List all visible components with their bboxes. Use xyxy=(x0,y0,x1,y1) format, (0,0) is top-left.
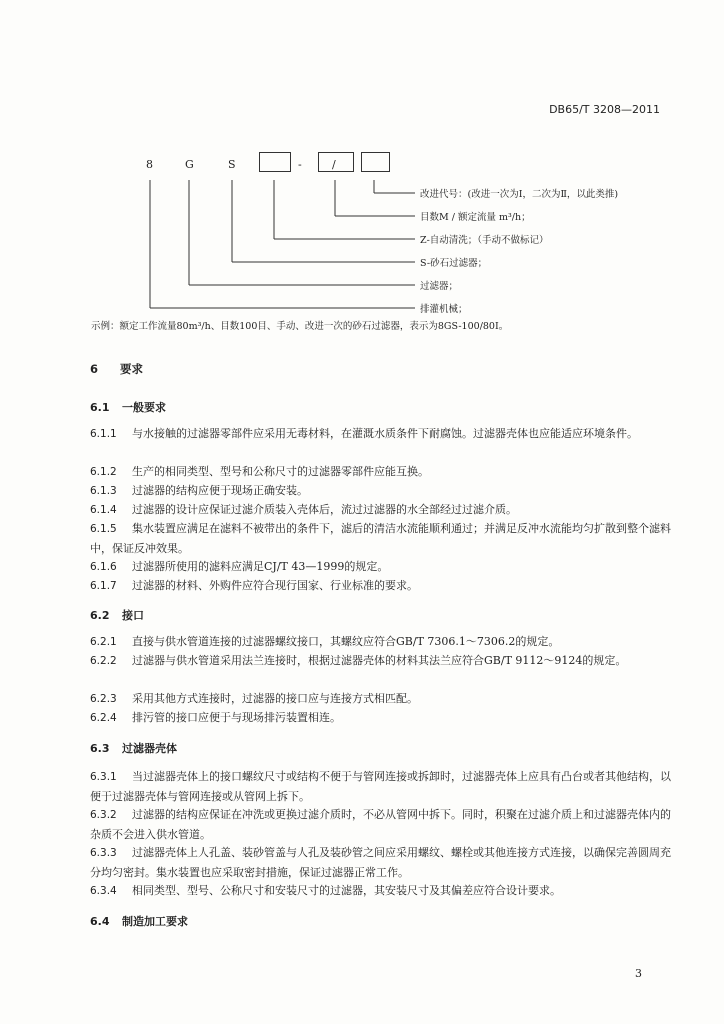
dash-separator: - xyxy=(298,158,302,171)
clause-number: 6.3.1 xyxy=(90,771,117,783)
clause-6-2-3 xyxy=(90,689,680,709)
section-title: 过滤器壳体 xyxy=(122,742,177,755)
code-g: G xyxy=(185,158,194,171)
section-6-3-heading xyxy=(90,740,177,756)
section-title: 要求 xyxy=(120,362,143,376)
section-6-2-heading xyxy=(90,607,144,623)
document-number: DB65/T 3208—2011 xyxy=(549,103,660,116)
clause-6-1-5 xyxy=(90,519,680,558)
clause-text: 过滤器所使用的滤料应满足CJ/T 43—1999的规定。 xyxy=(132,560,389,573)
code-8: 8 xyxy=(146,158,153,171)
section-number: 6.4 xyxy=(90,915,110,928)
clause-6-1-7 xyxy=(90,576,680,596)
clause-text: 集水装置应满足在滤料不被带出的条件下，滤后的清洁水流能顺利通过；并满足反冲水流能均匀扩散到整个滤料中，保证反冲效果。 xyxy=(90,522,671,555)
clause-number: 6.1.4 xyxy=(90,504,117,516)
clause-6-1-6 xyxy=(90,557,680,577)
clause-text: 过滤器的结构应保证在冲洗或更换过滤介质时，不必从管网中拆下。同时，积聚在过滤介质上和过滤器壳体内的杂质不会进入供水管道。 xyxy=(90,808,671,841)
clause-number: 6.2.3 xyxy=(90,693,117,705)
clause-number: 6.2.2 xyxy=(90,655,117,667)
clause-text: 过滤器的设计应保证过滤介质装入壳体后，流过过滤器的水全部经过过滤介质。 xyxy=(132,503,517,516)
section-title: 制造加工要求 xyxy=(122,915,188,928)
section-6-4-heading xyxy=(90,913,188,929)
clause-number: 6.3.2 xyxy=(90,809,117,821)
label-filter: 过滤器； xyxy=(420,281,459,292)
label-improvement: 改进代号：(改进一次为Ⅰ，二次为Ⅱ，以此类推) xyxy=(420,189,619,200)
clause-number: 6.3.3 xyxy=(90,847,117,859)
section-number: 6 xyxy=(90,362,99,376)
clause-6-2-4 xyxy=(90,708,680,728)
clause-text: 直接与供水管道连接的过滤器螺纹接口，其螺纹应符合GB/T 7306.1～7306.2的规定。 xyxy=(132,635,560,648)
section-title: 接口 xyxy=(122,609,144,622)
clause-6-3-2 xyxy=(90,805,680,844)
clause-text: 相同类型、型号、公称尺寸和安装尺寸的过滤器，其安装尺寸及其偏差应符合设计要求。 xyxy=(132,884,561,897)
clause-6-3-1 xyxy=(90,767,680,806)
label-irrigation-machinery: 排灌机械； xyxy=(420,304,468,315)
label-auto-clean: Z-自动清洗；（手动不做标记） xyxy=(420,235,549,246)
clause-number: 6.1.1 xyxy=(90,428,117,440)
clause-6-2-1 xyxy=(90,632,680,652)
code-s: S xyxy=(228,158,236,171)
clause-6-1-2 xyxy=(90,462,680,482)
clause-number: 6.1.7 xyxy=(90,580,117,592)
clause-6-1-4 xyxy=(90,500,680,520)
clause-number: 6.3.4 xyxy=(90,885,117,897)
clause-6-1-3 xyxy=(90,481,680,501)
label-mesh-flow: 目数M / 额定流量 m³/h； xyxy=(420,212,531,223)
section-6-heading xyxy=(90,361,143,377)
section-number: 6.2 xyxy=(90,609,110,622)
clause-text: 当过滤器壳体上的接口螺纹尺寸或结构不便于与管网连接或拆卸时，过滤器壳体上应具有凸台或者其他结构，以便于过滤器壳体与管网连接或从管网上拆下。 xyxy=(90,770,671,803)
clause-text: 采用其他方式连接时，过滤器的接口应与连接方式相匹配。 xyxy=(132,692,418,705)
clause-6-3-4 xyxy=(90,881,680,901)
clause-6-1-1 xyxy=(90,424,680,444)
section-6-1-heading xyxy=(90,399,166,415)
section-number: 6.1 xyxy=(90,401,110,414)
clause-text: 过滤器与供水管道采用法兰连接时，根据过滤器壳体的材料其法兰应符合GB/T 9112～9124的规定。 xyxy=(132,654,627,667)
clause-number: 6.1.3 xyxy=(90,485,117,497)
clause-text: 与水接触的过滤器零部件应采用无毒材料，在灌溉水质条件下耐腐蚀。过滤器壳体也应能适应环境条件。 xyxy=(132,427,638,440)
clause-text: 排污管的接口应便于与现场排污装置相连。 xyxy=(132,711,341,724)
section-number: 6.3 xyxy=(90,742,110,755)
designation-leader-lines xyxy=(0,0,724,340)
clause-number: 6.1.6 xyxy=(90,561,117,573)
clause-text: 生产的相同类型、型号和公称尺寸的过滤器零部件应能互换。 xyxy=(132,465,429,478)
slash-separator: / xyxy=(332,158,336,171)
clause-number: 6.2.4 xyxy=(90,712,117,724)
clause-6-2-2 xyxy=(90,651,680,671)
page-number: 3 xyxy=(635,967,642,980)
clause-text: 过滤器的材料、外购件应符合现行国家、行业标准的要求。 xyxy=(132,579,418,592)
clause-6-3-3 xyxy=(90,843,680,882)
clause-number: 6.1.5 xyxy=(90,523,117,535)
clause-number: 6.2.1 xyxy=(90,636,117,648)
designation-example: 示例：额定工作流量80m³/h、目数100目、手动、改进一次的砂石过滤器，表示为8GS-100/80Ⅰ。 xyxy=(91,321,509,332)
clause-text: 过滤器的结构应便于现场正确安装。 xyxy=(132,484,308,497)
label-sand-filter: S-砂石过滤器； xyxy=(420,258,488,269)
clause-text: 过滤器壳体上人孔盖、装砂管盖与人孔及装砂管之间应采用螺纹、螺栓或其他连接方式连接，以确保完善圆周充分均匀密封。集水装置也应采取密封措施，保证过滤器正常工作。 xyxy=(90,846,671,879)
clause-number: 6.1.2 xyxy=(90,466,117,478)
section-title: 一般要求 xyxy=(122,401,166,414)
